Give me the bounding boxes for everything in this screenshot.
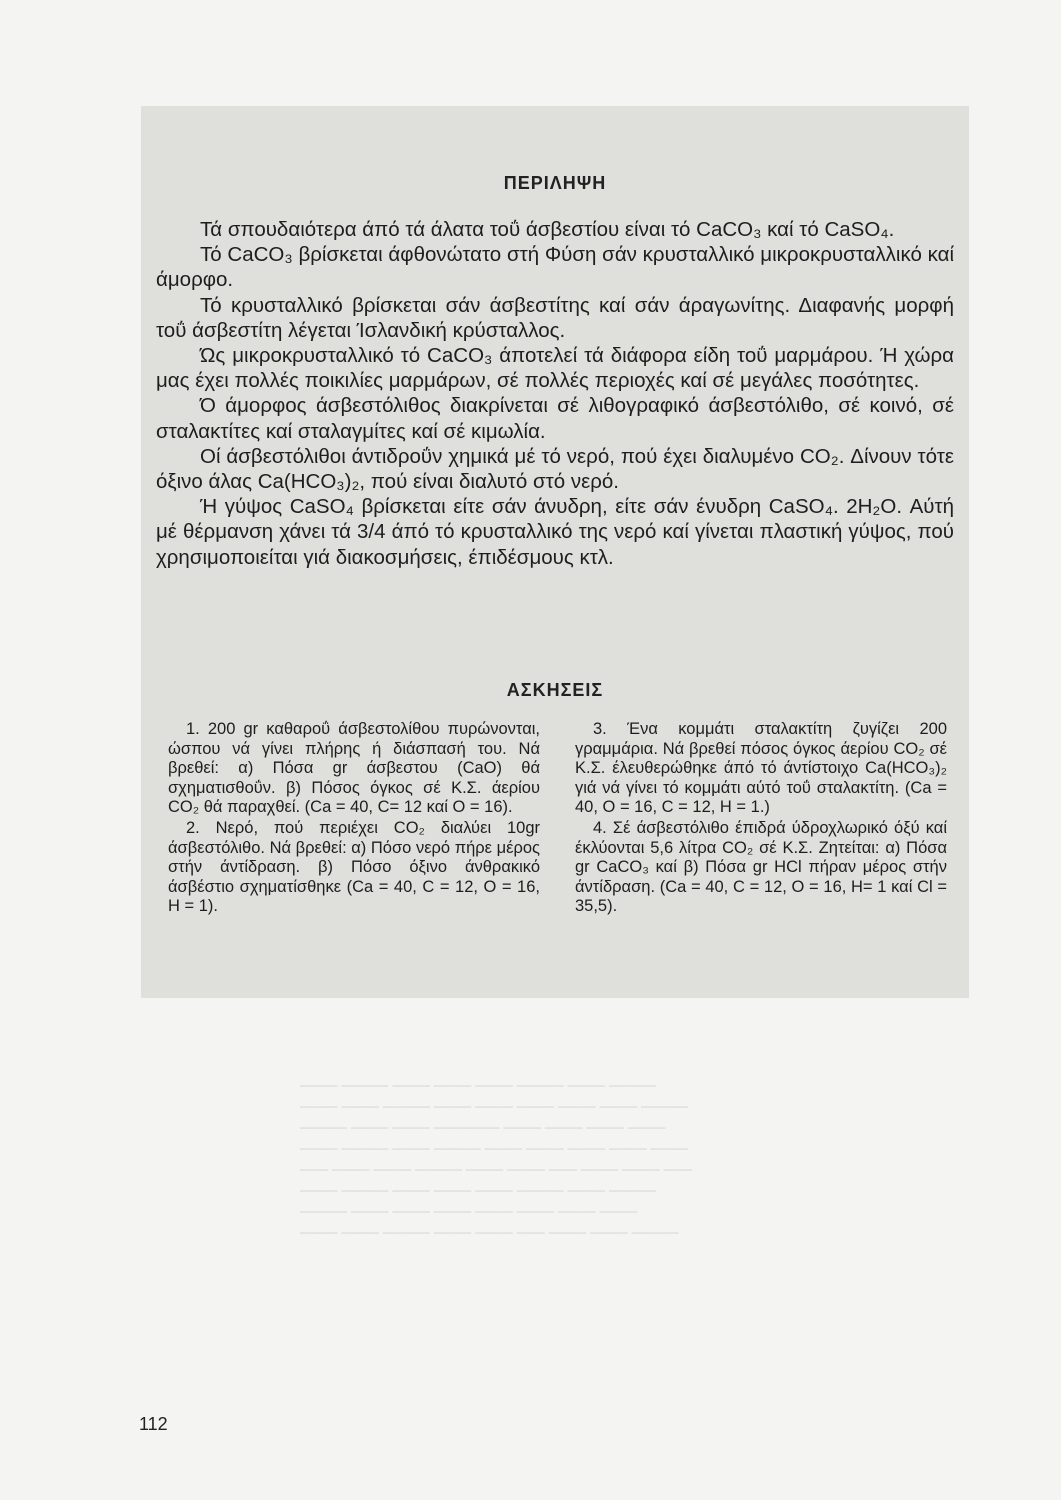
exercise-item: 2. Νερό, πού περιέχει CO₂ διαλύει 10gr άσβεστόλιθο. Νά βρεθεί: α) Πόσο νερό πήρε μέρος στήν άντίδραση. β) Πόσο όξινο άνθρακικό άσβέστιο σχηματίσθηκε (Ca = 40, C = 12, O = 16, H = 1). (168, 818, 540, 916)
bleed-through-text: ──── ───── ──── ──── ──── ───── ──── ───── ──── ──── ───── ──── ──── ──── ──── ──── ───── ───── ──── ──── ─────── ──── ──── ──── ──── ──── ───── ──── ───── ──── ──── ──── ──── ──── ─── ──── ──── ───── ──── ──── ─── ──── ──── ─── ──── ───── ──── ──── ──── ───── ──── ───── ───── ──── ──── ──── ──── ──── ──── ──── ──── ──── ───── ──── ──── ─── ──── ──── ───── (300, 1078, 692, 1240)
summary-paragraph: Τά σπουδαιότερα άπό τά άλατα τοΰ άσβεστίου είναι τό CaCO₃ καί τό CaSO₄. (200, 218, 895, 241)
summary-body (156, 217, 954, 570)
page-number: 112 (139, 1414, 168, 1434)
summary-paragraph: Ώς μικροκρυσταλλικό τό CaCO₃ άποτελεί τά διάφορα είδη τοΰ μαρμάρου. Ή χώρα μας έχει πολλές ποικιλίες μαρμάρων, σέ πολλές περιοχές καί σέ μεγάλες ποσότητες. (156, 344, 954, 393)
exercises-right-column (575, 720, 947, 918)
summary-paragraph: Ό άμορφος άσβεστόλιθος διακρίνεται σέ λιθογραφικό άσβεστόλιθο, σέ κοινό, σέ σταλακτίτες καί σταλαγμίτες καί σέ κιμωλία. (156, 394, 954, 443)
exercises-title: ΑΣΚΗΣΕΙΣ (506, 680, 604, 700)
exercises-left-column (168, 720, 540, 918)
exercise-item: 4. Σέ άσβεστόλιθο έπιδρά ύδροχλωρικό όξύ καί έκλύονται 5,6 λίτρα CO₂ σέ Κ.Σ. Ζητείται: α) Πόσα gr CaCO₃ καί β) Πόσα gr HCl πήραν μέρος στήν άντίδραση. (Ca = 40, C = 12, O = 16, H= 1 καί Cl = 35,5). (575, 818, 947, 916)
summary-paragraph: Ή γύψος CaSO₄ βρίσκεται είτε σάν άνυδρη, είτε σάν ένυδρη CaSO₄. 2H₂O. Αύτή μέ θέρμανση χάνει τά 3/4 άπό τό κρυσταλλικό της νερό καί γίνεται πλαστική γύψος, πού χρησιμοποιείται γιά διακοσμήσεις, έπιδέσμους κτλ. (156, 495, 954, 569)
summary-title: ΠΕΡΙΛΗΨΗ (503, 173, 607, 193)
summary-paragraph: Τό κρυσταλλικό βρίσκεται σάν άσβεστίτης καί σάν άραγωνίτης. Διαφανής μορφή τοΰ άσβεστίτη λέγεται Ίσλανδική κρύσταλλος. (156, 293, 954, 342)
summary-paragraph: Τό CaCO₃ βρίσκεται άφθονώτατο στή Φύση σάν κρυσταλλικό μικροκρυσταλλικό καί άμορφο. (156, 243, 954, 292)
exercise-item: 1. 200 gr καθαροΰ άσβεστολίθου πυρώνονται, ώσπου νά γίνει πλήρης ή διάσπασή του. Νά βρεθεί: α) Πόσα gr άσβεστου (CaO) θά σχηματισθοΰν. β) Πόσος όγκος σέ Κ.Σ. άερίου CO₂ θά παραχθεί. (Ca = 40, C= 12 καί O = 16). (168, 720, 540, 817)
summary-paragraph: Οί άσβεστόλιθοι άντιδροΰν χημικά μέ τό νερό, πού έχει διαλυμένο CO₂. Δίνουν τότε όξινο άλας Ca(HCO₃)₂, πού είναι διαλυτό στό νερό. (156, 444, 954, 494)
summary-panel (141, 106, 969, 998)
exercise-item: 3. Ένα κομμάτι σταλακτίτη ζυγίζει 200 γραμμάρια. Νά βρεθεί πόσος όγκος άερίου CO₂ σέ Κ.Σ. έλευθερώθηκε άπό τό άντίστοιχο Ca(HCO₃)₂ γιά νά γίνει τό κομμάτι αύτό τοΰ σταλακτίτη. (Ca = 40, O = 16, C = 12, H = 1.) (575, 720, 947, 817)
